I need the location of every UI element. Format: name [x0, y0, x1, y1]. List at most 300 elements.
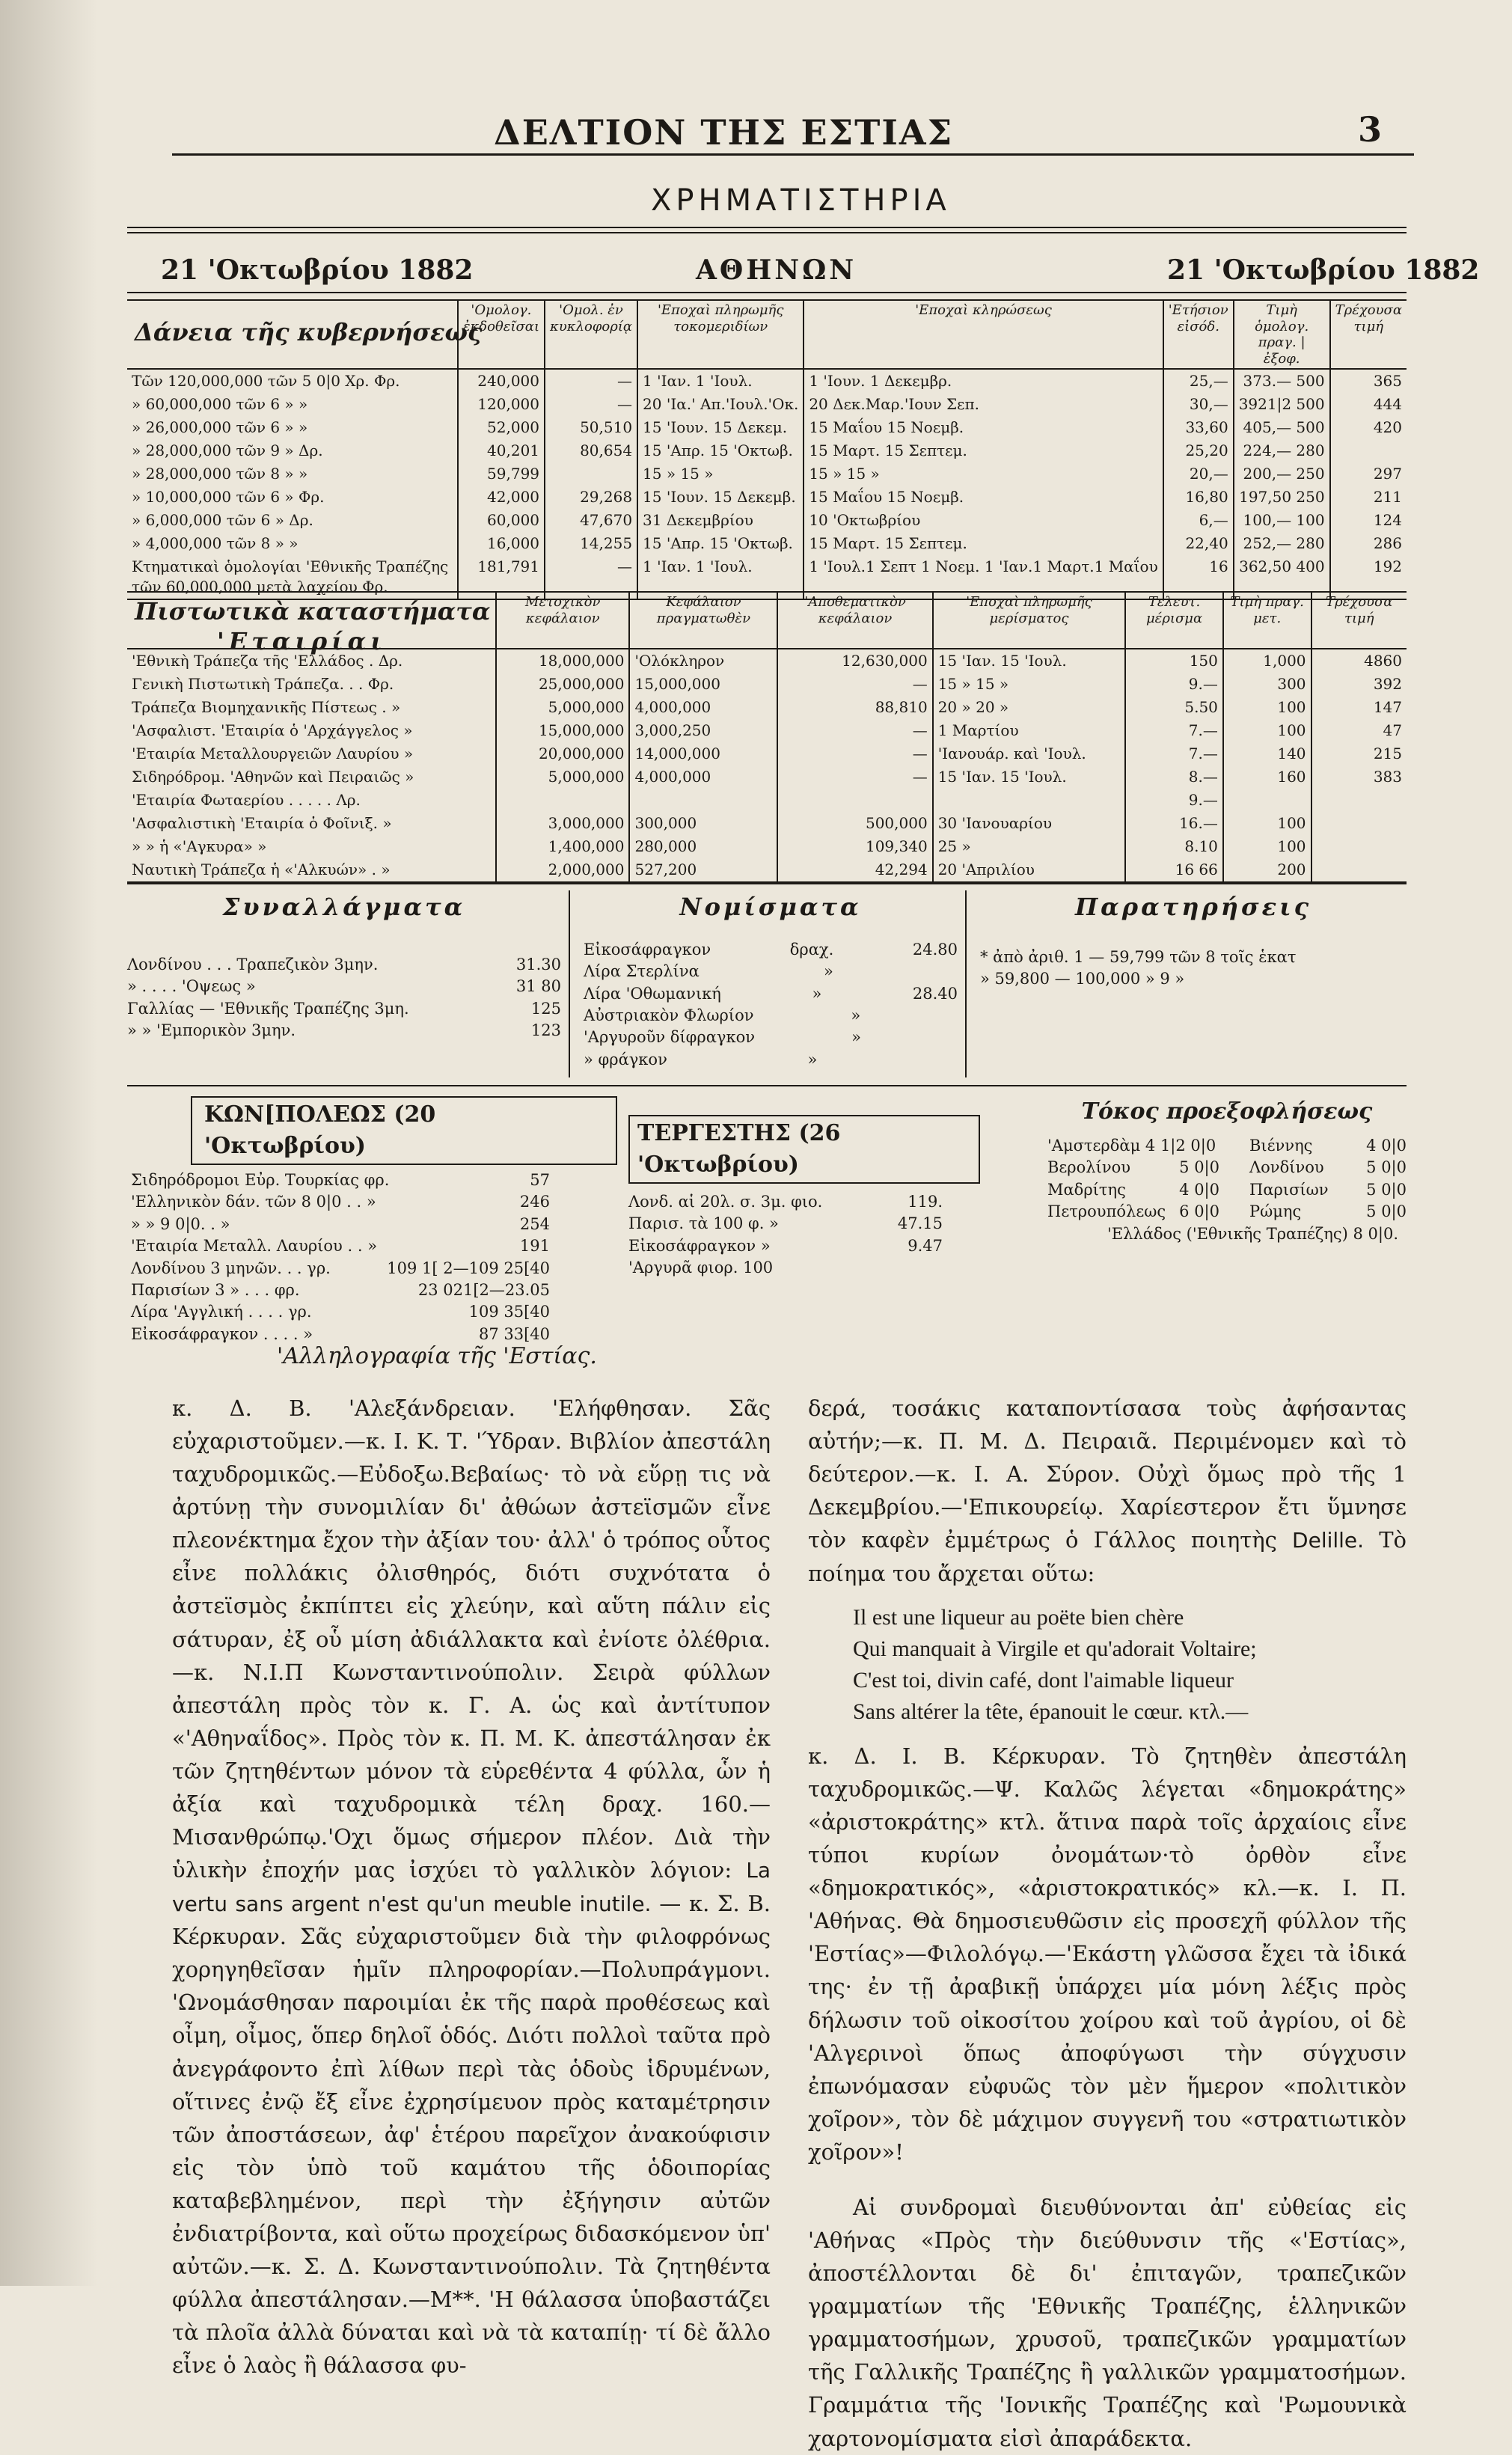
journal-title: ΔΕΛΤΙΟΝ ΤΗΣ ΕΣΤΙΑΣ — [494, 112, 954, 153]
table-row — [127, 462, 1407, 486]
table-cell: 9.— — [1125, 789, 1223, 812]
list-cell: 123 — [530, 1021, 561, 1039]
table-cell: 40,201 — [458, 439, 545, 462]
banks-title: Πιστωτικὰ καταστήματα — [135, 597, 491, 626]
table-cell: 1 'Ιουν. 1 Δεκεμβρ. — [804, 369, 1163, 393]
poet-name: Delille. — [1292, 1528, 1365, 1553]
section-rule-2 — [127, 232, 1407, 233]
table-row — [127, 486, 1407, 509]
col-divider — [965, 890, 967, 1077]
trieste-rows — [628, 1191, 943, 1280]
table-cell: — — [545, 555, 637, 599]
table-cell: — — [777, 765, 932, 789]
correspondence-title: 'Αλληλογραφία τῆς 'Εστίας. — [277, 1343, 597, 1369]
list-cell: Σιδηρόδρομοι Εὐρ. Τουρκίας φρ. — [131, 1171, 390, 1189]
loans-body — [127, 369, 1407, 599]
list-cell: Εἰκοσάφραγκον » — [628, 1236, 771, 1255]
table-cell: 16.— — [1125, 812, 1223, 835]
table-cell: 383 — [1311, 765, 1407, 789]
table-row — [127, 673, 1407, 696]
date-right: 21 'Οκτωβρίου 1882 — [1167, 254, 1480, 286]
table-cell: 30 'Ιανουαρίου — [933, 812, 1126, 835]
table-cell: 100,— 100 — [1234, 509, 1330, 532]
table-cell: 297 — [1330, 462, 1407, 486]
list-item — [127, 954, 561, 976]
table-cell: 15,000,000 — [496, 719, 629, 742]
list-item — [1047, 1135, 1219, 1157]
list-cell: 6 0|0 — [1179, 1202, 1219, 1221]
list-cell: Παρισ. τὰ 100 φ. » — [628, 1214, 779, 1233]
banks-header-blank — [127, 592, 496, 649]
list-item — [1249, 1157, 1407, 1178]
correspondence-text: — κ. Σ. Β. Κέρκυραν. Σᾶς εὐχαριστοῦμεν διὰ τὴν φιλοφρόνως χορηγηθεῖσαν ἡμῖν πληροφορίαν.—Πολυπράγμονι. 'Ωνομάσθησαν παροιμίαι ἐκ τῆς παρὰ προθέσεως καὶ οἶμη, οἶμος, ὅπερ δηλοῖ ὁδός. Διότι πολλοὶ ταῦτα πρὸ ἀνεγράφοντο ἐπὶ λίθων περὶ τὰς ὁδοὺς ἱδρυμένων, οἵτινες ἐνῷ ἔξ εἶνε ἐχρησίμευον πρὸς καταμέτρησιν τῶν ἀποστάσεων, ἀφ' ἑτέρου παρεῖχον ἀνακούφισιν εἰς τὸν ὑπὸ τοῦ καμάτου τῆς ὁδοιπορίας καταβεβλημένον, περὶ τὴν ἐξήγησιν αὐτῶν ἐνδιατρίβοντα, καὶ οὕτω προχείρως διδασκόμενον ὑπ' αὐτῶν.—κ. Σ. Δ. Κωνσταντινούπολιν. Τὰ ζητηθέντα φύλλα ἀπεστάλησαν.—Μ**. 'Η θάλασσα ὑποβαστάζει τὰ πλοῖα ἀλλὰ δύναται καὶ νὰ τὰ καταπίῃ· τί δὲ ἄλλο εἶνε ὁ λαὸς ἢ θάλασσα φυ- — [172, 1890, 771, 2379]
loans-header: 'Εποχαὶ κληρώσεως — [804, 300, 1163, 369]
loans-header: 'Ομολ. ἐν κυκλοφορίᾳ — [545, 300, 637, 369]
table-cell: 6,— — [1163, 509, 1234, 532]
table-cell: 1 'Ιαν. 1 'Ιουλ. — [637, 555, 804, 599]
table-cell: 20 Δεκ.Μαρ.'Ιουν Σεπ. — [804, 393, 1163, 416]
list-cell: 4 0|0 — [1179, 1180, 1219, 1199]
discount-block — [1047, 1096, 1407, 1245]
correspondence-text: κ. Δ. Β. 'Αλεξάνδρειαν. 'Ελήφθησαν. Σᾶς εὐχαριστοῦμεν.—κ. Ι. Κ. Τ. 'Ύδραν. Βιβλίον ἀπεστάλη ταχυδρομικῶς.—Εὐδοξω.Βεβαίως· τὸ νὰ εὕρῃ τις νὰ ἀρτύνῃ τὴν συνομιλίαν δι' ἀθώων ἀστεϊσμῶν εἶνε πλεονέκτημα ἔχον τὴν ἀξίαν του· ἀλλ' ὁ τρόπος οὗτος εἶνε πολλάκις ὀλισθηρός, διότι συχνότατα ὁ ἀστεϊσμὸς ἐκπίπτει εἰς χλεύην, καὶ αὕτη πάλιν εἰς σάτυραν, ἐξ οὗ μίση ἀδιάλλακτα καὶ ἐνίοτε ὀλέθρια.—κ. Ν.Ι.Π Κωνσταντινούπολιν. Σειρὰ φύλλων ἀπεστάλη πρὸς τὸν κ. Γ. Α. ὡς καὶ ἀντίτυπον «'Αθηναΐδος». Πρὸς τὸν κ. Π. Μ. Κ. ἀπεστάλησαν ἐκ τῶν ζητηθέντων μόνον τὰ εὑρεθέντα 4 φύλλα, ὧν ἡ ἀξία καὶ ταχυδρομικὰ τέλη δραχ. 160.—Μισανθρώπῳ.'Οχι ὅμως σήμερον πλέον. Διὰ τὴν ὑλικὴν ἐποχήν μας ἰσχύει τὸ γαλλικὸν λόγιον: — [172, 1395, 771, 1883]
list-cell: 5 0|0 — [1366, 1180, 1407, 1199]
list-item — [131, 1235, 550, 1257]
table-cell: 25,— — [1163, 369, 1234, 393]
table-cell: 1,000 — [1223, 649, 1311, 673]
date-left: 21 'Οκτωβρίου 1882 — [161, 254, 474, 286]
list-cell: Εἰκοσάφραγκον . . . . » — [131, 1324, 313, 1343]
table-cell — [1311, 835, 1407, 858]
table-cell: Σιδηρόδρομ. 'Αθηνῶν καὶ Πειραιῶς » — [127, 765, 496, 789]
table-cell: 215 — [1311, 742, 1407, 765]
list-cell: Λονδ. αἱ 20λ. σ. 3μ. φιο. — [628, 1193, 823, 1211]
loans-header: 'Ομολογ. ἐκδοθεῖσαι — [458, 300, 545, 369]
table-cell: 7.— — [1125, 719, 1223, 742]
mid-rule-2 — [127, 1085, 1407, 1086]
table-cell: 18,000,000 — [496, 649, 629, 673]
list-cell: 5 0|0 — [1366, 1202, 1407, 1221]
list-cell: 5 0|0 — [1366, 1158, 1407, 1177]
table-cell: 444 — [1330, 393, 1407, 416]
list-cell: 'Αργυροῦν δίφραγκον — [584, 1028, 755, 1047]
table-cell: 420 — [1330, 416, 1407, 439]
banks-header: Κεφάλαιον πραγματωθὲν — [629, 592, 777, 649]
correspondence-right-column — [808, 1392, 1407, 2455]
list-cell: 'Εταιρία Μεταλλ. Λαυρίου . . » — [131, 1237, 378, 1256]
list-item — [1249, 1135, 1407, 1157]
list-cell: Λίρα 'Οθωμανική — [584, 984, 721, 1003]
table-cell: 100 — [1223, 696, 1311, 719]
list-item — [584, 939, 958, 961]
table-cell: » 28,000,000 τῶν 9 » Δρ. — [127, 439, 458, 462]
list-cell: 'Αμστερδὰμ 4 1|2 0|0 — [1047, 1137, 1216, 1155]
page-number: 3 — [1358, 109, 1383, 150]
list-item — [131, 1301, 550, 1323]
table-cell: 15 » 15 » — [804, 462, 1163, 486]
table-cell: 3921|2 500 — [1234, 393, 1330, 416]
list-cell: 119. — [907, 1193, 943, 1211]
table-cell: 392 — [1311, 673, 1407, 696]
table-cell — [545, 462, 637, 486]
list-cell: Αὐστριακὸν Φλωρίον — [584, 1006, 754, 1024]
table-cell: » 10,000,000 τῶν 6 » Φρ. — [127, 486, 458, 509]
correspondence-text: Τὸ ποίημα του ἄρχεται οὕτω: — [808, 1527, 1407, 1586]
list-cell: Λονδίνου 3 μηνῶν. . . γρ. — [131, 1259, 331, 1277]
table-cell: 42,000 — [458, 486, 545, 509]
table-cell: 20 'Ια.' Απ.'Ιουλ.'Οκ. — [637, 393, 804, 416]
constantinople-rows — [131, 1170, 550, 1345]
table-cell — [1311, 858, 1407, 882]
discount-right — [1249, 1135, 1407, 1223]
list-cell: Γαλλίας — 'Εθνικῆς Τραπέζης 3μη. — [127, 999, 409, 1018]
table-row — [127, 812, 1407, 835]
exchange-rows — [127, 954, 561, 1042]
table-cell: 31 Δεκεμβρίου — [637, 509, 804, 532]
table-cell: 15 'Ιουν. 15 Δεκεμβ. — [637, 486, 804, 509]
banks-header: 'Αποθεματικὸν κεφάλαιον — [777, 592, 932, 649]
table-row — [127, 649, 1407, 673]
loans-header-blank — [127, 300, 458, 369]
table-cell: 4860 — [1311, 649, 1407, 673]
loans-title: Δάνεια τῆς κυβερνήσεως — [135, 318, 483, 346]
table-cell: 147 — [1311, 696, 1407, 719]
notes-block — [980, 890, 1407, 991]
table-cell: 15 'Ιαν. 15 'Ιουλ. — [933, 649, 1126, 673]
table-cell: 211 — [1330, 486, 1407, 509]
table-cell: Ναυτικὴ Τράπεζα ἡ «'Αλκυών» . » — [127, 858, 496, 882]
date-rule — [127, 292, 1407, 293]
table-cell: 192 — [1330, 555, 1407, 599]
trieste-title: ΤΕΡΓΕΣΤΗΣ (26 'Οκτωβρίου) — [628, 1115, 980, 1184]
table-cell: 16,80 — [1163, 486, 1234, 509]
table-cell: 47,670 — [545, 509, 637, 532]
banks-header: Μετοχικὸν κεφάλαιον — [496, 592, 629, 649]
table-cell: 'Ασφαλιστ. 'Εταιρία ὁ 'Αρχάγγελος » — [127, 719, 496, 742]
banks-body — [127, 649, 1407, 882]
table-cell: 'Ολόκληρον — [629, 649, 777, 673]
list-cell: 24.80 — [912, 940, 958, 959]
table-cell: 14,255 — [545, 532, 637, 555]
list-cell: 'Ελληνικὸν δάν. τῶν 8 0|0 . . » — [131, 1193, 376, 1211]
list-cell: Παρισίων 3 » . . . φρ. — [131, 1280, 300, 1299]
table-cell: — — [545, 369, 637, 393]
notes-title: Παρατηρήσεις — [1074, 893, 1312, 921]
table-cell: Κτηματικαὶ ὁμολογίαι 'Εθνικῆς Τραπέζης τῶν 60,000,000 μετὰ λαχείου Φρ. — [127, 555, 458, 599]
table-cell: 1 'Ιαν. 1 'Ιουλ. — [637, 369, 804, 393]
table-cell: 47 — [1311, 719, 1407, 742]
table-cell: — — [777, 719, 932, 742]
loans-header: Τρέχουσα τιμή — [1330, 300, 1407, 369]
table-cell: 500,000 — [777, 812, 932, 835]
list-item — [1249, 1179, 1407, 1201]
banks-header: Τελευτ. μέρισμα — [1125, 592, 1223, 649]
list-item — [584, 983, 958, 1005]
table-cell: 59,799 — [458, 462, 545, 486]
list-cell: 109 35[40 — [468, 1303, 550, 1321]
table-cell: » 4,000,000 τῶν 8 » » — [127, 532, 458, 555]
table-cell: 140 — [1223, 742, 1311, 765]
note-line: » 59,800 — 100,000 » 9 » — [980, 970, 1185, 988]
table-cell: 20,— — [1163, 462, 1234, 486]
list-item — [131, 1170, 550, 1191]
list-cell: Μαδρίτης — [1047, 1180, 1126, 1199]
table-cell: 80,654 — [545, 439, 637, 462]
table-cell: 15 'Απρ. 15 'Οκτωβ. — [637, 532, 804, 555]
note-line: * ἀπὸ ἀριθ. 1 — 59,799 τῶν 8 τοῖς ἑκατ — [980, 947, 1297, 966]
table-cell: 15 Μαΐου 15 Νοεμβ. — [804, 416, 1163, 439]
table-cell: 25,20 — [1163, 439, 1234, 462]
table-cell: Γενικὴ Πιστωτικὴ Τράπεζα. . . Φρ. — [127, 673, 496, 696]
constantinople-block — [131, 1096, 617, 1345]
table-row — [127, 509, 1407, 532]
table-row — [127, 789, 1407, 812]
table-cell: 120,000 — [458, 393, 545, 416]
section-rule — [127, 227, 1407, 228]
list-item — [1249, 1201, 1407, 1223]
table-cell — [777, 789, 932, 812]
list-cell: » — [823, 962, 833, 981]
list-cell: » — [807, 1050, 818, 1068]
table-cell: 12,630,000 — [777, 649, 932, 673]
table-cell: 29,268 — [545, 486, 637, 509]
table-cell — [933, 789, 1126, 812]
list-cell: » — [851, 1006, 861, 1024]
subscription-notice: Αἱ συνδρομαὶ διευθύνονται ἀπ' εὐθείας εἰς 'Αθήνας «Πρὸς τὴν διεύθυνσιν τῆς «'Εστίας», ἀποστέλλονται δὲ δι' ἐπιταγῶν, τραπεζικῶν γραμματίων τῆς 'Εθνικῆς Τραπέζης, ἑλληνικῶν γραμματοσήμων, χρυσοῦ, τραπεζικῶν γραμματίων τῆς Γαλλικῆς Τραπέζης ἢ γαλλικῶν γραμματοσήμων. Γραμμάτια τῆς 'Ιονικῆς Τραπέζης καὶ 'Ρωμουνικὰ χαρτονομίσματα εἰσὶ ἀπαράδεκτα. — [808, 2194, 1407, 2451]
list-cell: Ρώμης — [1249, 1202, 1302, 1221]
list-cell: 57 — [530, 1171, 550, 1189]
table-cell: 300 — [1223, 673, 1311, 696]
loans-header: 'Ετήσιον εἰσόδ. — [1163, 300, 1234, 369]
poem-line: Sans altérer la tête, épanouit le cœur. κτλ.— — [853, 1699, 1249, 1724]
list-cell: Λίρα Στερλίνα — [584, 962, 700, 981]
table-cell: 181,791 — [458, 555, 545, 599]
list-item — [628, 1235, 943, 1257]
list-cell: 5 0|0 — [1179, 1158, 1219, 1177]
table-cell: 30,— — [1163, 393, 1234, 416]
table-cell: 15 » 15 » — [933, 673, 1126, 696]
list-cell: Λονδίνου — [1249, 1158, 1324, 1177]
table-cell: 5.50 — [1125, 696, 1223, 719]
table-cell: 224,— 280 — [1234, 439, 1330, 462]
table-cell: 200 — [1223, 858, 1311, 882]
table-cell: 3,000,000 — [496, 812, 629, 835]
list-cell: » — [812, 984, 822, 1003]
table-cell: 5,000,000 — [496, 765, 629, 789]
table-cell: 5,000,000 — [496, 696, 629, 719]
list-item — [1047, 1157, 1219, 1178]
table-cell: 240,000 — [458, 369, 545, 393]
list-cell: 246 — [519, 1193, 550, 1211]
table-cell: 20 » 20 » — [933, 696, 1126, 719]
list-cell: 9.47 — [907, 1236, 943, 1255]
list-item — [628, 1213, 943, 1235]
section-title: ΧΡΗΜΑΤΙΣΤΗΡΙΑ — [651, 183, 951, 218]
table-cell: Τῶν 120,000,000 τῶν 5 0|0 Χρ. Φρ. — [127, 369, 458, 393]
table-cell: 4,000,000 — [629, 765, 777, 789]
table-cell: 300,000 — [629, 812, 777, 835]
table-cell: 15 'Απρ. 15 'Οκτωβ. — [637, 439, 804, 462]
table-cell: 362,50 400 — [1234, 555, 1330, 599]
table-cell: 60,000 — [458, 509, 545, 532]
poem-line: Qui manquait à Virgile et qu'adorait Voltaire; — [853, 1636, 1257, 1661]
exchange-place: ΑΘΗΝΩΝ — [696, 254, 857, 286]
coins-block — [584, 890, 958, 1071]
table-cell: 20 'Απριλίου — [933, 858, 1126, 882]
banks-subtitle: 'Εταιρίαι — [217, 627, 387, 655]
header-rule — [172, 153, 1414, 156]
list-cell: 31 80 — [515, 977, 561, 996]
table-cell: 150 — [1125, 649, 1223, 673]
table-cell: 25 » — [933, 835, 1126, 858]
table-cell: 200,— 250 — [1234, 462, 1330, 486]
list-cell: 125 — [530, 999, 561, 1018]
table-cell: 3,000,250 — [629, 719, 777, 742]
table-cell: 1,400,000 — [496, 835, 629, 858]
table-cell: 100 — [1223, 812, 1311, 835]
table-cell: 20,000,000 — [496, 742, 629, 765]
table-cell: » 60,000,000 τῶν 6 » » — [127, 393, 458, 416]
table-cell — [629, 789, 777, 812]
table-cell: 160 — [1223, 765, 1311, 789]
list-item — [584, 1005, 958, 1027]
loans-header: Τιμὴ ὁμολογ. πραγ. | ἐξοφ. — [1234, 300, 1330, 369]
table-cell: — — [777, 742, 932, 765]
list-cell: » » 9 0|0. . » — [131, 1214, 230, 1233]
discount-title: Τόκος προεξοφλήσεως — [1081, 1098, 1373, 1125]
correspondence-text: κ. Δ. Ι. Β. Κέρκυραν. Τὸ ζητηθὲν ἀπεστάλη ταχυδρομικῶς.—Ψ. Καλῶς λέγεται «δημοκράτης» «ἀριστοκράτης» κτλ. ἅτινα παρὰ τοῖς ἀρχαίοις εἶνε τύποι κυρίων ὀνομάτων·τὸ ὀρθὸν εἶνε «δημοκρατικός», «ἀριστοκρατικός» κλ.—κ. Ι. Π. 'Αθήνας. Θὰ δημοσιευθῶσιν εἰς προσεχῆ φύλλον τῆς 'Εστίας»—Φιλολόγῳ.—'Εκάστη γλῶσσα ἔχει τὰ ἰδικά της· ἐν τῇ ἀραβικῇ ὑπάρχει μία μόνη λέξις πρὸς δήλωσιν τοῦ οἰκοσίτου χοίρου καὶ τοῦ ἀγρίου, οἱ δὲ 'Αλγερινοὶ ὅπως ἀποφύγωσι τὴν σύγχυσιν ἐπωνόμασαν εὐφυῶς τὸν μὲν ἥμερον «πολιτικὸν χοῖρον», τὸν δὲ μάχιμον συγγενῆ του «στρατιωτικὸν χοῖρον»! — [808, 1743, 1407, 2165]
list-cell: 28.40 — [912, 984, 958, 1003]
table-row — [127, 416, 1407, 439]
table-cell: 365 — [1330, 369, 1407, 393]
table-cell: 15 Μαρτ. 15 Σεπτεμ. — [804, 439, 1163, 462]
loans-header: 'Εποχαὶ πληρωμῆς τοκομεριδίων — [637, 300, 804, 369]
list-item — [127, 976, 561, 997]
table-cell: 'Ασφαλιστικὴ 'Εταιρία ὁ Φοῖνιξ. » — [127, 812, 496, 835]
table-cell: 1 'Ιουλ.1 Σεπτ 1 Νοεμ. 1 'Ιαν.1 Μαρτ.1 Μαΐου — [804, 555, 1163, 599]
list-item — [584, 1027, 958, 1048]
list-cell: 191 — [519, 1237, 550, 1256]
list-cell: 87 33[40 — [478, 1324, 550, 1343]
table-cell: 280,000 — [629, 835, 777, 858]
table-cell: 'Ιανουάρ. καὶ 'Ιουλ. — [933, 742, 1126, 765]
constantinople-title: ΚΩΝ[ΠΟΛΕΩΣ (20 'Οκτωβρίου) — [191, 1096, 617, 1165]
table-row — [127, 742, 1407, 765]
list-cell: Λίρα 'Αγγλική . . . . γρ. — [131, 1303, 312, 1321]
coins-title: Νομίσματα — [679, 893, 862, 921]
page-edge-shadow — [0, 0, 97, 2286]
correspondence-left-column — [172, 1392, 771, 2382]
table-row — [127, 858, 1407, 882]
list-cell: Πετρουπόλεως — [1047, 1202, 1166, 1221]
poem — [808, 1602, 1407, 1728]
list-cell: Εἰκοσάφραγκον — [584, 940, 711, 959]
list-cell: 47.15 — [897, 1214, 943, 1233]
table-cell: » 26,000,000 τῶν 6 » » — [127, 416, 458, 439]
table-cell: 8.— — [1125, 765, 1223, 789]
table-cell — [1223, 789, 1311, 812]
col-divider — [569, 890, 570, 1077]
discount-left — [1047, 1135, 1219, 1223]
table-cell: 100 — [1223, 835, 1311, 858]
table-row — [127, 835, 1407, 858]
table-cell: 16 — [1163, 555, 1234, 599]
table-cell — [1311, 789, 1407, 812]
list-cell: Βιέννης — [1249, 1137, 1313, 1155]
table-cell: 50,510 — [545, 416, 637, 439]
discount-footer: 'Ελλάδος ('Εθνικῆς Τραπέζης) 8 0|0. — [1107, 1224, 1399, 1243]
table-cell: 15 Μαρτ. 15 Σεπτεμ. — [804, 532, 1163, 555]
correspondence-text: δερά, τοσάκις καταποντίσασα τοὺς ἀφήσαντας αὐτήν;—κ. Π. Μ. Δ. Πειραιᾶ. Περιμένομεν καὶ τὸ δεύτερον.—κ. Ι. Α. Σύρον. Οὐχὶ ὅμως πρὸ τῆς 1 Δεκεμβρίου.—'Επικουρείῳ. Χαρίεστερον ἔτι ὕμνησε τὸν καφὲν ἐμμέτρως ὁ Γάλλος ποιητὴς — [808, 1395, 1407, 1553]
table-cell: 15,000,000 — [629, 673, 777, 696]
list-cell: 254 — [519, 1214, 550, 1233]
table-cell: » » ἡ «'Αγκυρα» » — [127, 835, 496, 858]
list-item — [584, 1049, 958, 1071]
table-cell: 16 66 — [1125, 858, 1223, 882]
table-cell: 9.— — [1125, 673, 1223, 696]
list-cell: Βερολίνου — [1047, 1158, 1131, 1177]
list-item — [1047, 1201, 1219, 1223]
list-item — [628, 1191, 943, 1213]
table-cell: 4,000,000 — [629, 696, 777, 719]
table-cell: » 6,000,000 τῶν 6 » Δρ. — [127, 509, 458, 532]
table-row — [127, 439, 1407, 462]
table-row — [127, 532, 1407, 555]
table-row — [127, 393, 1407, 416]
list-cell: » . . . . 'Οψεως » — [127, 977, 256, 996]
table-cell: 16,000 — [458, 532, 545, 555]
table-cell: 15 » 15 » — [637, 462, 804, 486]
table-cell: 286 — [1330, 532, 1407, 555]
table-cell: — — [777, 673, 932, 696]
poem-line: Il est une liqueur au poëte bien chère — [853, 1604, 1184, 1630]
list-item — [131, 1214, 550, 1235]
list-cell: δραχ. — [789, 940, 834, 959]
list-cell: » » 'Εμπορικὸν 3μην. — [127, 1021, 296, 1039]
table-cell: 'Εταιρία Μεταλλουργειῶν Λαυρίου » — [127, 742, 496, 765]
table-cell: Τράπεζα Βιομηχανικῆς Πίστεως . » — [127, 696, 496, 719]
list-item — [131, 1324, 550, 1345]
list-cell: » — [851, 1028, 861, 1047]
list-cell: » φράγκον — [584, 1050, 667, 1068]
exchange-block — [127, 890, 561, 1042]
table-cell: 527,200 — [629, 858, 777, 882]
table-cell: 197,50 250 — [1234, 486, 1330, 509]
table-cell: 1 Μαρτίου — [933, 719, 1126, 742]
banks-header: Τιμὴ πραγ. μετ. — [1223, 592, 1311, 649]
list-cell: Λονδίνου . . . Τραπεζικὸν 3μην. — [127, 955, 379, 973]
table-cell: 42,294 — [777, 858, 932, 882]
table-cell: 109,340 — [777, 835, 932, 858]
trieste-block — [628, 1115, 980, 1280]
poem-line: C'est toi, divin café, dont l'aimable liqueur — [853, 1667, 1234, 1693]
table-cell: 33,60 — [1163, 416, 1234, 439]
table-cell: 15 'Ιουν. 15 Δεκεμ. — [637, 416, 804, 439]
loans-table — [127, 299, 1407, 600]
table-cell: 10 'Οκτωβρίου — [804, 509, 1163, 532]
table-cell: 15 'Ιαν. 15 'Ιουλ. — [933, 765, 1126, 789]
latin-quote: La vertu sans argent n'est qu'un meuble inutile. — [172, 1858, 771, 1916]
banks-header: Τρέχουσα τιμή — [1311, 592, 1407, 649]
list-item — [127, 1020, 561, 1042]
banks-header: 'Εποχαὶ πληρωμῆς μερίσματος — [933, 592, 1126, 649]
list-item — [127, 998, 561, 1020]
list-cell: 109 1[ 2—109 25[40 — [387, 1259, 550, 1277]
table-cell: 25,000,000 — [496, 673, 629, 696]
table-cell: 373.— 500 — [1234, 369, 1330, 393]
list-cell: 'Αργυρᾶ φιορ. 100 — [628, 1259, 774, 1277]
list-item — [584, 961, 958, 982]
list-item — [131, 1258, 550, 1280]
